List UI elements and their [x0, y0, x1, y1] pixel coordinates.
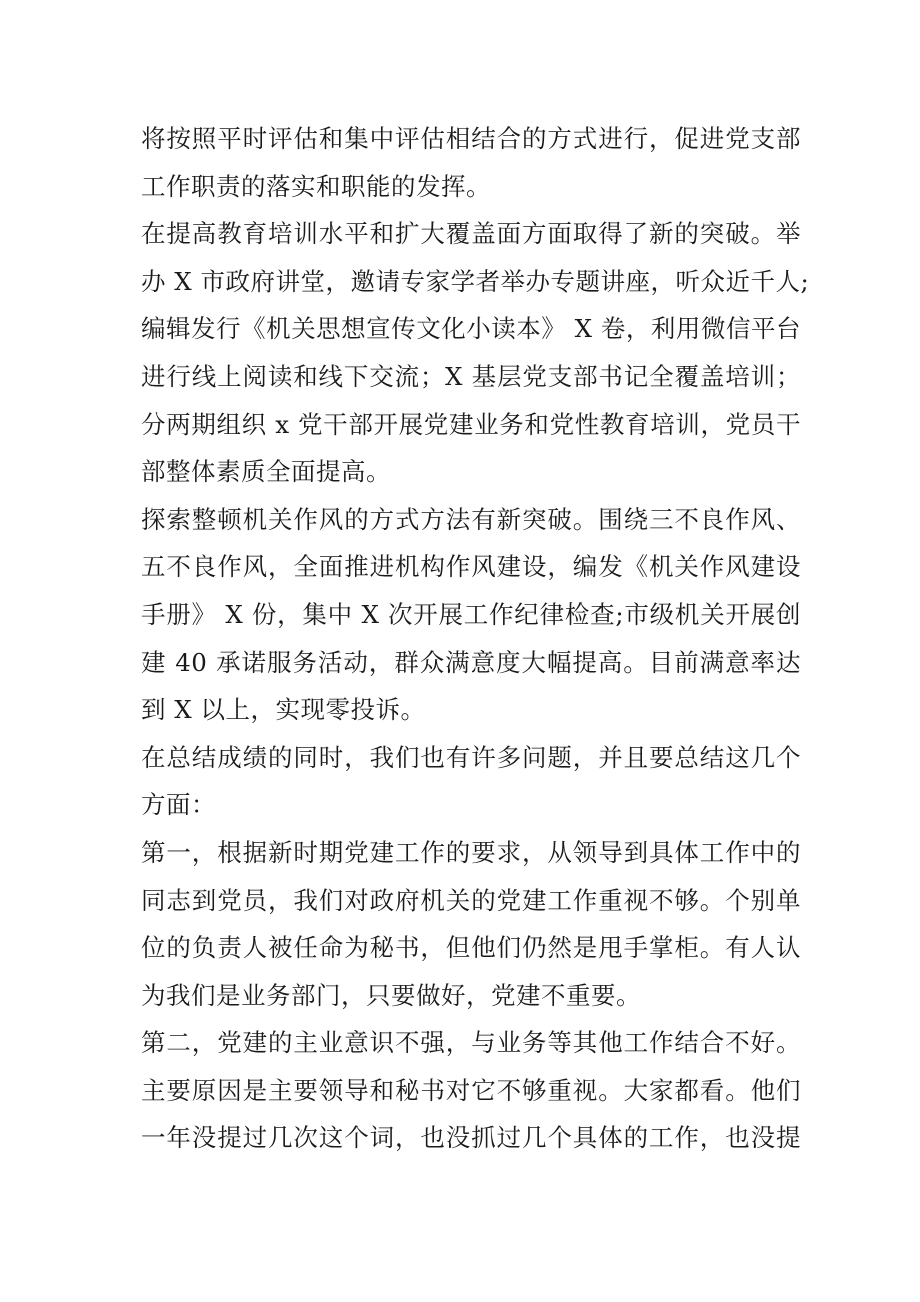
- text-line: 在总结成绩的同时，我们也有许多问题，并且要总结这几个: [141, 742, 801, 772]
- text-line: 分两期组织 x 党干部开展党建业务和党性教育培训，党员干: [141, 409, 801, 439]
- text-line: 将按照平时评估和集中评估相结合的方式进行，促进党支部: [141, 124, 801, 153]
- text-line: 同志到党员，我们对政府机关的党建工作重视不够。个别单: [141, 885, 801, 915]
- text-line: 办 X 市政府讲堂，邀请专家学者举办专题讲座，听众近千人;: [141, 266, 810, 296]
- text-line: 位的负责人被任命为秘书，但他们仍然是甩手掌柜。有人认: [141, 933, 801, 963]
- text-line: 到 X 以上，实现零投诉。: [141, 695, 426, 725]
- document-body: [141, 115, 810, 1162]
- text-line: 进行线上阅读和线下交流；X 基层党支部书记全覆盖培训；: [141, 361, 801, 391]
- text-line: 工作职责的落实和职能的发挥。: [141, 171, 491, 201]
- text-line: 在提高教育培训水平和扩大覆盖面方面取得了新的突破。举: [141, 219, 801, 249]
- text-line: 第二，党建的主业意识不强，与业务等其他工作结合不好。: [141, 1028, 801, 1058]
- text-line: 方面：: [141, 790, 216, 820]
- text-line: 手册》 X 份，集中 X 次开展工作纪律检查;市级机关开展创: [141, 599, 801, 629]
- text-line: 第一，根据新时期党建工作的要求，从领导到具体工作中的: [141, 837, 801, 867]
- text-line: 一年没提过几次这个词，也没抓过几个具体的工作，也没提: [141, 1123, 801, 1153]
- text-line: 五不良作风，全面推进机构作风建设，编发《机关作风建设: [141, 552, 801, 582]
- text-line: 编辑发行《机关思想宣传文化小读本》 X 卷，利用微信平台: [141, 314, 801, 344]
- text-line: 为我们是业务部门，只要做好，党建不重要。: [141, 980, 641, 1010]
- text-line: 主要原因是主要领导和秘书对它不够重视。大家都看。他们: [141, 1075, 801, 1105]
- text-line: 建 40 承诺服务活动，群众满意度大幅提高。目前满意率达: [141, 647, 801, 677]
- text-line: 部整体素质全面提高。: [141, 457, 391, 487]
- text-line: 探索整顿机关作风的方式方法有新突破。围绕三不良作风、: [141, 504, 801, 534]
